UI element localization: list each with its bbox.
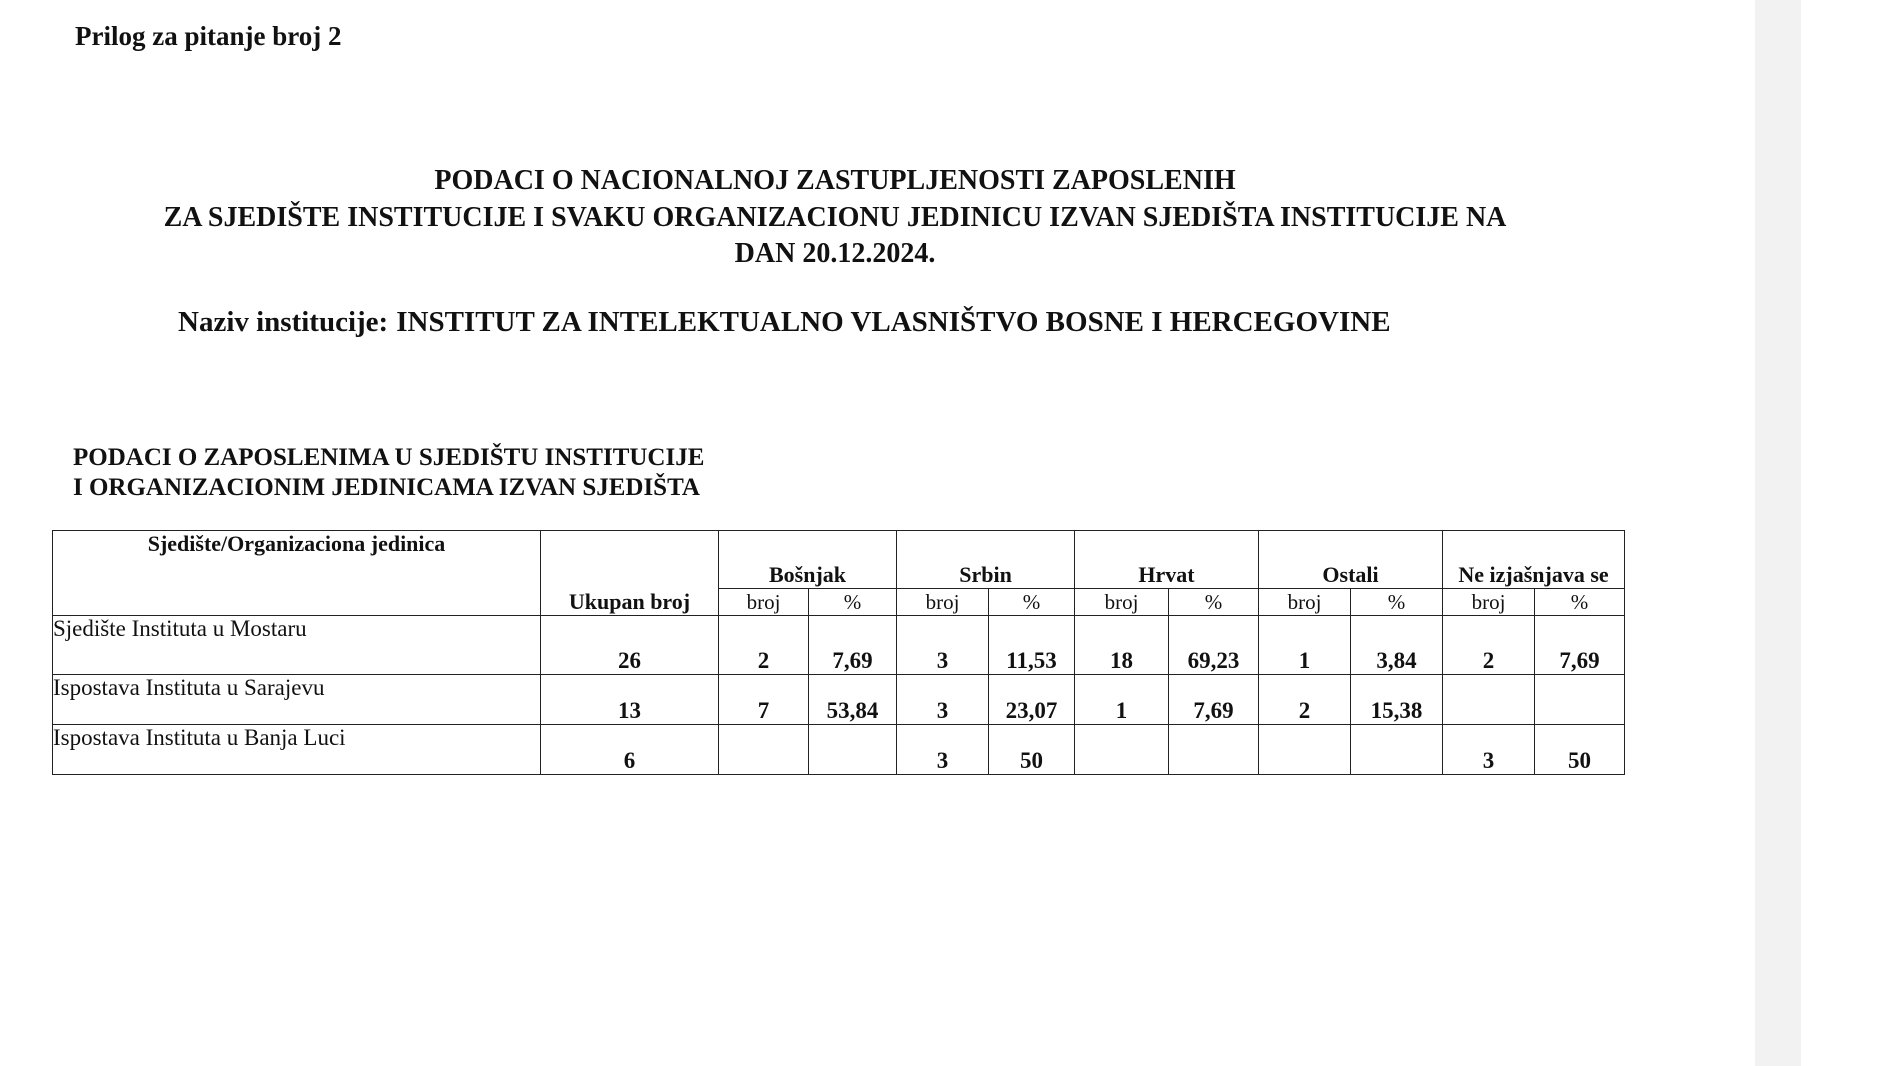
ostali-percent-cell: 3,84 <box>1351 616 1443 675</box>
ostali-count-cell: 1 <box>1259 616 1351 675</box>
institution-label: Naziv institucije: <box>178 306 389 338</box>
bosnjak-count-cell: 2 <box>719 616 809 675</box>
undeclared-percent-cell: 7,69 <box>1535 616 1625 675</box>
total-cell: 26 <box>541 616 719 675</box>
group-header-ostali: Ostali <box>1259 531 1443 589</box>
table-row <box>53 616 1625 675</box>
bosnjak-percent-cell: 53,84 <box>809 675 897 725</box>
bosnjak-count-cell: 7 <box>719 675 809 725</box>
undeclared-percent-cell: 50 <box>1535 725 1625 775</box>
group-header-hrvat: Hrvat <box>1075 531 1259 589</box>
hrvat-count-cell: 18 <box>1075 616 1169 675</box>
sub-header-count: broj <box>897 589 989 616</box>
srbin-count-cell: 3 <box>897 675 989 725</box>
srbin-count-cell: 3 <box>897 616 989 675</box>
sub-header-percent: % <box>1535 589 1625 616</box>
hrvat-count-cell: 1 <box>1075 675 1169 725</box>
sub-header-count: broj <box>1259 589 1351 616</box>
srbin-percent-cell: 23,07 <box>989 675 1075 725</box>
total-cell: 6 <box>541 725 719 775</box>
sub-header-percent: % <box>809 589 897 616</box>
viewer-side-margin <box>1755 0 1801 1066</box>
title-line-3: DAN 20.12.2024. <box>734 238 936 269</box>
sub-header-percent: % <box>1351 589 1443 616</box>
hrvat-percent-cell <box>1169 725 1259 775</box>
title-line-1: PODACI O NACIONALNOJ ZASTUPLJENOSTI ZAPOSLENIH <box>434 165 1236 196</box>
unit-name-cell: Ispostava Instituta u Banja Luci <box>53 725 541 775</box>
institution-name: INSTITUT ZA INTELEKTUALNO VLASNIŠTVO BOSNE I HERCEGOVINE <box>396 306 1391 338</box>
table-row <box>53 675 1625 725</box>
viewer-scroll-area[interactable] <box>1801 0 1901 1066</box>
attachment-label: Prilog za pitanje broj 2 <box>75 21 342 51</box>
ostali-percent-cell <box>1351 725 1443 775</box>
hrvat-percent-cell: 69,23 <box>1169 616 1259 675</box>
total-column-header: Ukupan broj <box>541 531 719 616</box>
undeclared-percent-cell <box>1535 675 1625 725</box>
hrvat-percent-cell: 7,69 <box>1169 675 1259 725</box>
group-header-srbin: Srbin <box>897 531 1075 589</box>
institution-line <box>178 306 1391 339</box>
srbin-percent-cell: 11,53 <box>989 616 1075 675</box>
section-title-line-1: PODACI O ZAPOSLENIMA U SJEDIŠTU INSTITUCIJE <box>73 444 705 471</box>
bosnjak-count-cell <box>719 725 809 775</box>
hrvat-count-cell <box>1075 725 1169 775</box>
sub-header-count: broj <box>719 589 809 616</box>
title-line-2: ZA SJEDIŠTE INSTITUCIJE I SVAKU ORGANIZACIONU JEDINICU IZVAN SJEDIŠTA INSTITUCIJE NA <box>163 202 1507 233</box>
srbin-percent-cell: 50 <box>989 725 1075 775</box>
employee-nationality-table <box>52 530 1625 775</box>
sub-header-count: broj <box>1075 589 1169 616</box>
table-row <box>53 725 1625 775</box>
group-header-bosnjak: Bošnjak <box>719 531 897 589</box>
unit-column-header: Sjedište/Organizaciona jedinica <box>53 531 541 616</box>
total-cell: 13 <box>541 675 719 725</box>
ostali-count-cell <box>1259 725 1351 775</box>
sub-header-percent: % <box>1169 589 1259 616</box>
unit-name-cell: Sjedište Instituta u Mostaru <box>53 616 541 675</box>
undeclared-count-cell: 2 <box>1443 616 1535 675</box>
undeclared-count-cell: 3 <box>1443 725 1535 775</box>
bosnjak-percent-cell: 7,69 <box>809 616 897 675</box>
sub-header-percent: % <box>989 589 1075 616</box>
section-title-line-2: I ORGANIZACIONIM JEDINICAMA IZVAN SJEDIŠTA <box>73 474 700 501</box>
bosnjak-percent-cell <box>809 725 897 775</box>
group-header-ne-izjasnjava-se: Ne izjašnjava se <box>1443 531 1625 589</box>
sub-header-count: broj <box>1443 589 1535 616</box>
srbin-count-cell: 3 <box>897 725 989 775</box>
undeclared-count-cell <box>1443 675 1535 725</box>
unit-name-cell: Ispostava Instituta u Sarajevu <box>53 675 541 725</box>
ostali-count-cell: 2 <box>1259 675 1351 725</box>
ostali-percent-cell: 15,38 <box>1351 675 1443 725</box>
